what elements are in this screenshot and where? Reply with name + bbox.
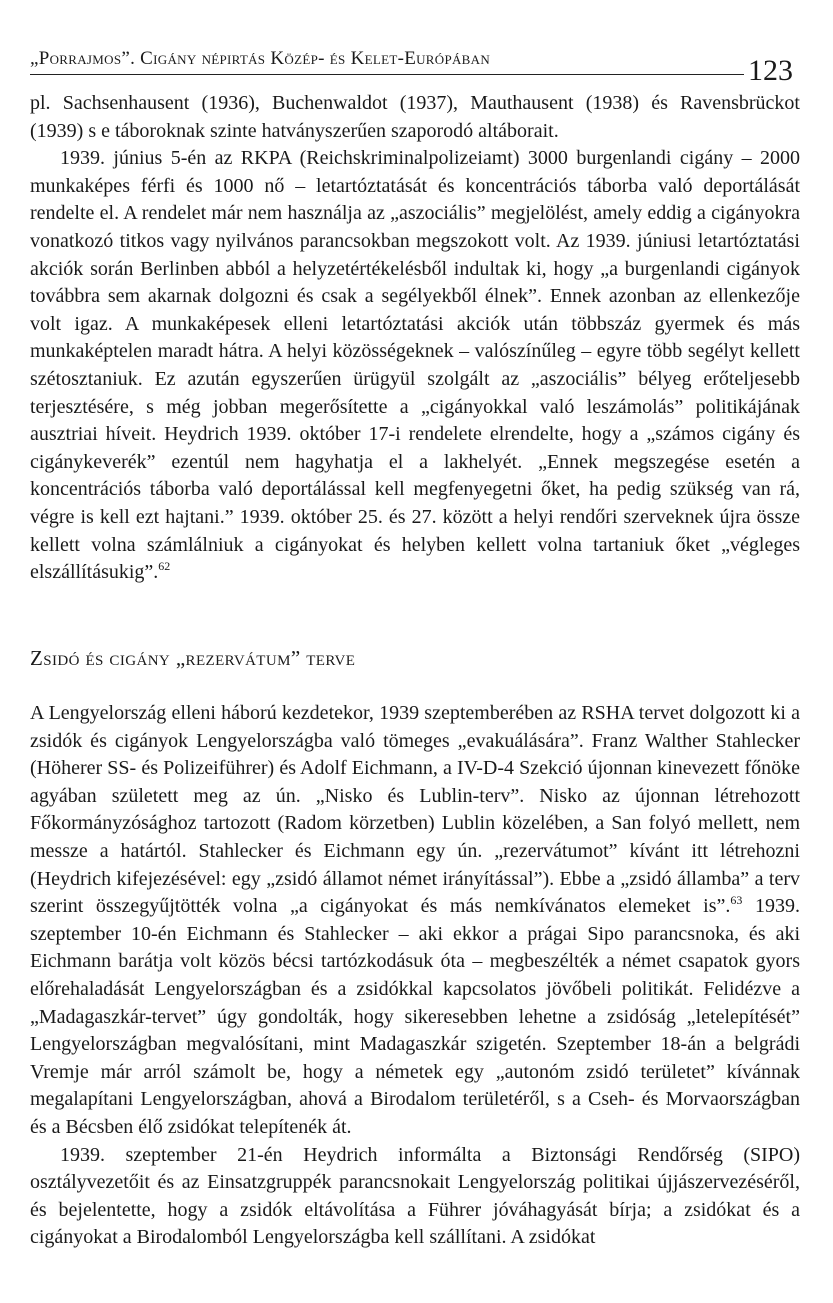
paragraph-text: A Lengyelország elleni háború kezdetekor, 1939 szeptemberében az RSHA tervet dolgozott ki a zsidók és cigányok Lengyelországba való tömeges „evakuálására”. Franz Walther Stahlecker (Höherer SS- és Polizeiführer) és Adolf Eichmann, a IV-D-4 Szekció újonnan kinevezett főnöke agyában született meg az ún. „Nisko és Lublin-terv”. Nisko az újonnan létrehozott Főkormányzósághoz tartozott (Radom körzetben) Lublin közelében, a San folyó mellett, nem messze a határtól. Stahlecker és Eichmann egy ún. „rezervátumot” kívánt itt létrehozni (Heydrich kifejezésével: egy „zsidó államot német irányítással”). Ebbe a „zsidó államba” a terv szerint összegyűjtötték volna „a cigányokat és más nemkívánatos elemeket is”. — [30, 702, 800, 918]
body-text-section-1 — [30, 90, 800, 587]
paragraph-text: 1939. szeptember 10-én Eichmann és Stahlecker – aki ekkor a prágai Sipo parancsnoka, és aki Eichmann barátja volt közös bécsi tartózkodásuk óta – megbeszélték a német csapatok gyors előrehaladását Lengyelországban és a zsidókkal kapcsolatos jövőbeli politikát. Felidézve a „Madagaszkár-tervet” úgy gondolták, hogy sikeresebben lehetne a zsidóság „letelepítését” Lengyelországban megvalósítani, mint Madagaszkár szigetén. Szeptember 18-án a belgrádi Vremje már arról számolt be, hogy a németek egy „autonóm zsidó területet” kívánnak megalapítani Lengyelországban, ahová a Birodalom területéről, s a Cseh- és Morvaországban és a Bécsben élő zsidókat telepítenék át. — [30, 895, 801, 1138]
paragraph: 1939. szeptember 21-én Heydrich informálta a Biztonsági Rendőrség (SIPO) osztályvezetőit és az Einsatzgruppék parancsnokait Lengyelország politikai újjászervezéséről, és bejelentette, hogy a zsidók eltávolítása a Führer jóváhagyását bírja; a zsidókat és a cigányokat a Birodalomból Lengyelországba kell szállítani. A zsidókat — [30, 1143, 800, 1249]
body-text-section-2 — [30, 700, 800, 1252]
running-head-title: „Porrajmos”. Cigány népirtás Közép- és Kelet-Európában — [30, 48, 491, 69]
paragraph-text: 1939. június 5-én az RKPA (Reichskriminalpolizeiamt) 3000 burgenlandi cigány – 2000 munkaképes férfi és 1000 nő – letartóztatását és koncentrációs táborba való deportálását rendelte el. A rendelet már nem használja az „aszociális” megjelölést, amely eddig a cigányokra vonatkozó titkos vagy nyilvános parancsokban megszokott volt. Az 1939. júniusi letartóztatási akciók során Berlinben abból a helyzetértékelésből indultak ki, hogy „a burgenlandi cigányok továbbra sem akarnak dolgozni és csak a segélyekből élnek”. Ennek azonban az ellenkezője volt igaz. A munkaképesek elleni letartóztatási akciók után többszáz gyermek és más munkaképtelen maradt hátra. A helyi közösségeknek – valószínűleg – egyre több segélyt kellett szétosztaniuk. Ez azután egyszerűen ürügyül szolgált az „aszociális” bélyeg erőteljesebb terjesztésére, s még jobban megerősítette a „cigányokkal való leszámolás” politikájának ausztriai híveit. Heydrich 1939. október 17-i rendelete elrendelte, hogy a „számos cigány és cigánykeverék” ezentúl nem hagyhatja el a lakhelyét. „Ennek megszegése esetén a koncentrációs táborba való deportálással kell megfenyegetni őket, ha pedig szükség van rá, végre is kell ezt hajtani.” 1939. október 25. és 27. között a helyi rendőri szerveknek újra össze kellett volna számlálniuk a cigányokat és helyben kellett volna tartaniuk őket „végleges elszállításukig”. — [30, 147, 800, 584]
page-number: 123 — [748, 54, 793, 87]
section-heading: Zsidó és cigány „rezervátum” terve — [30, 646, 356, 670]
footnote-marker: 63 — [730, 893, 743, 908]
header-rule — [30, 74, 744, 75]
paragraph: pl. Sachsenhausent (1936), Buchenwaldot (1937), Mauthausent (1938) és Ravensbrückot (1939) s e táboroknak szinte hatványszerűen szaporodó altáborait. — [30, 92, 800, 142]
paragraph — [30, 145, 800, 587]
footnote-marker: 62 — [158, 559, 171, 574]
paragraph — [30, 700, 800, 1142]
